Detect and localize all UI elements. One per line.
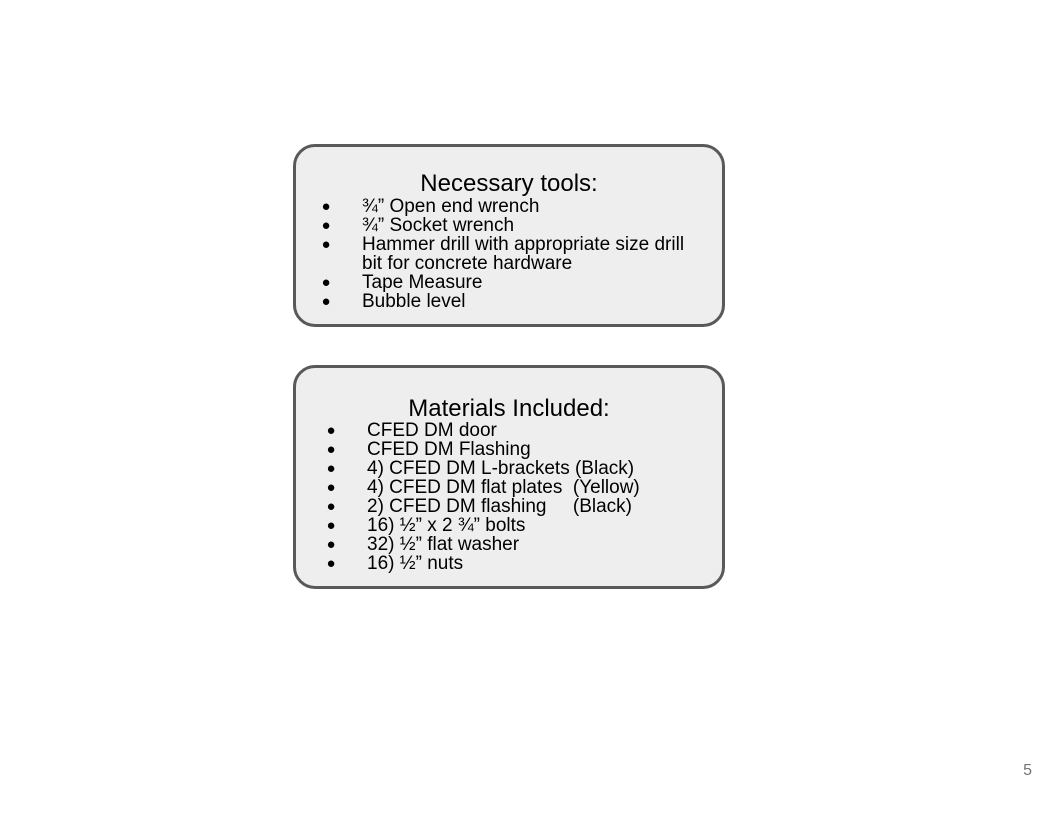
list-item-text: CFED DM Flashing [367, 439, 531, 460]
necessary-tools-list [318, 197, 708, 311]
list-item-text: 4) CFED DM flat plates (Yellow) [367, 477, 640, 498]
bullet-icon: ● [321, 198, 331, 215]
list-item [318, 292, 708, 311]
necessary-tools-title: Necessary tools: [420, 170, 598, 197]
list-item-text: ¾” Socket wrench [362, 215, 515, 236]
list-item [323, 535, 713, 554]
list-item [323, 554, 713, 573]
bullet-icon: ● [326, 441, 336, 458]
necessary-tools-box [293, 144, 725, 327]
list-item [323, 421, 713, 440]
bullet-icon: ● [321, 217, 331, 234]
bullet-icon: ● [321, 293, 331, 310]
list-item [323, 440, 713, 459]
list-item-text: 16) ½” nuts [367, 553, 464, 574]
list-item-text: Bubble level [362, 291, 466, 312]
list-item-text: 4) CFED DM L-brackets (Black) [367, 458, 635, 479]
bullet-icon: ● [326, 555, 336, 572]
list-item [323, 497, 713, 516]
bullet-icon: ● [326, 498, 336, 515]
bullet-icon: ● [326, 536, 336, 553]
list-item-text: CFED DM door [367, 420, 497, 441]
list-item [323, 516, 713, 535]
list-item-text: 16) ½” x 2 ¾” bolts [367, 515, 526, 536]
bullet-icon: ● [326, 422, 336, 439]
materials-included-title: Materials Included: [408, 395, 610, 422]
list-item-text: 2) CFED DM flashing (Black) [367, 496, 632, 517]
page-number: 5 [1023, 762, 1032, 779]
list-item-text: 32) ½” flat washer [367, 534, 520, 555]
list-item [318, 197, 708, 216]
materials-included-box [293, 365, 725, 589]
bullet-icon: ● [326, 479, 336, 496]
list-item-text: Hammer drill with appropriate size drill bit for concrete hardware [362, 234, 685, 274]
bullet-icon: ● [326, 517, 336, 534]
materials-included-list [323, 421, 713, 573]
list-item [323, 459, 713, 478]
list-item-text: ¾” Open end wrench [362, 196, 540, 217]
list-item [318, 235, 708, 273]
list-item [323, 478, 713, 497]
bullet-icon: ● [321, 236, 331, 253]
list-item-text: Tape Measure [362, 272, 483, 293]
bullet-icon: ● [326, 460, 336, 477]
list-item [318, 216, 708, 235]
list-item [318, 273, 708, 292]
bullet-icon: ● [321, 274, 331, 291]
